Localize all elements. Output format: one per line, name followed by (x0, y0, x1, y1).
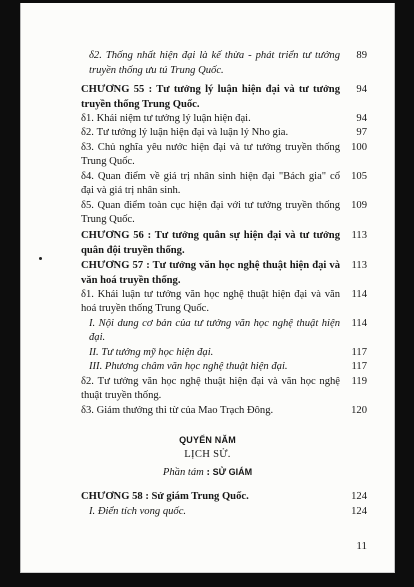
toc-entry-title (89, 317, 340, 346)
toc-entry-text-line: δ3. Giám thưởng thi từ của Mao Trạch Đông. (81, 404, 274, 416)
toc-entry-text-line: truyền thống Trung Quốc. (81, 98, 200, 110)
part-title: SỬ GIÁM (212, 467, 253, 477)
toc-entry-text-line: CHƯƠNG 56 : Tư tưởng quân sự hiện đại và tư tưởng (81, 229, 340, 241)
toc-page-number: 105 (351, 170, 367, 182)
toc-entry-text-line: hoá truyền thống Trung Quốc. (81, 303, 210, 314)
toc-chapter-entry (20, 228, 395, 258)
toc-section-entry (20, 288, 395, 317)
toc-entry-text-line: đại. (89, 332, 106, 343)
toc-entry-text-line: truyền thống ưu tú Trung Quốc. (89, 64, 224, 76)
toc-entry-text-line: đại và giá trị nhân sinh. (81, 185, 181, 196)
toc-entry-text-line: văn hoá truyền thống. (81, 274, 181, 286)
toc-chapter-entry (20, 258, 395, 288)
toc-entry-title (81, 82, 340, 112)
toc-entry-title (89, 346, 340, 361)
toc-page-number: 113 (351, 229, 367, 241)
page-number: 11 (356, 540, 367, 552)
toc-entry-text-line: δ1. Khái niệm tư tưởng lý luận hiện đại. (81, 112, 251, 124)
toc-entry-title (81, 112, 340, 127)
toc-entry-text-line: III. Phương châm văn học nghệ thuật hiện đại. (89, 361, 288, 372)
part-heading (20, 465, 395, 480)
volume-heading: QUYỂN NĂM (179, 435, 236, 445)
toc-section-entry (20, 199, 395, 228)
toc-entry-text-line: δ2. Tư tưởng lý luận hiện đại và luận lý Nho gia. (81, 127, 289, 138)
toc-entry-text-line: δ3. Chủ nghĩa yêu nước hiện đại và tư tưởng truyền thống (81, 141, 340, 153)
toc-entry-title (81, 489, 340, 504)
toc-page-number: 119 (351, 375, 367, 387)
toc-entry-text-line: δ2. Tư tưởng văn học nghệ thuật hiện đại và văn học nghệ (81, 375, 340, 387)
toc-page-number: 117 (351, 346, 367, 358)
toc-section-entry (20, 141, 395, 170)
toc-page-number: 117 (351, 361, 367, 372)
toc-entry-text-line: CHƯƠNG 58 : Sử giám Trung Quốc. (81, 490, 249, 502)
toc-page-number: 89 (356, 50, 367, 61)
part-label: Phần tám (162, 467, 204, 478)
toc-subsection-entry (20, 317, 395, 346)
toc-subsection-entry (20, 505, 395, 520)
toc-section-entry (20, 112, 395, 127)
toc-section-entry (20, 375, 395, 404)
volume-title: LỊCH SỬ. (184, 449, 231, 460)
toc-entry-title (89, 360, 340, 375)
toc-entry-title (81, 126, 340, 141)
toc-subsection-entry (20, 360, 395, 375)
toc-entry-text-line: Trung Quốc. (81, 156, 135, 167)
toc-entry-title (81, 288, 340, 317)
toc-entry-title (89, 49, 340, 78)
toc-entry-title (81, 141, 340, 170)
toc-entry-text-line: δ2. Thống nhất hiện đại là kế thừa - phát triển tư tưởng (89, 50, 340, 61)
toc-section-entry (20, 404, 395, 419)
toc-entry-title (81, 375, 340, 404)
toc-entry-title (81, 199, 340, 228)
table-of-contents (20, 49, 395, 418)
toc-entry-text-line: I. Điển tích vong quốc. (89, 505, 187, 517)
table-of-contents-continued (20, 489, 395, 520)
toc-entry-title (81, 228, 340, 258)
toc-entry-text-line: I. Nội dung cơ bản của tư tưởng văn học nghệ thuật hiện (89, 317, 340, 329)
toc-entry-text-line: CHƯƠNG 57 : Tư tưởng văn học nghệ thuật hiện đại và (81, 259, 340, 271)
toc-entry-text-line: δ5. Quan điểm toàn cục hiện đại với tư tưởng truyền thống (81, 199, 340, 211)
toc-page-number: 109 (351, 199, 367, 211)
book-page (20, 3, 395, 573)
toc-page-number: 124 (351, 490, 367, 502)
toc-page-number: 114 (351, 317, 367, 329)
toc-chapter-entry (20, 82, 395, 112)
toc-entry-title (81, 404, 340, 419)
toc-section-entry (20, 126, 395, 141)
toc-entry-title (81, 258, 340, 288)
toc-page-number: 120 (351, 404, 367, 416)
toc-entry-text-line: thuật truyền thống. (81, 390, 162, 401)
toc-section-entry (20, 170, 395, 199)
toc-page-number: 94 (356, 112, 367, 124)
toc-page-number: 124 (351, 505, 367, 517)
toc-page-number: 113 (351, 259, 367, 271)
toc-page-number: 100 (351, 141, 367, 153)
toc-page-number: 114 (351, 288, 367, 300)
toc-entry-text-line: CHƯƠNG 55 : Tư tưởng lý luận hiện đại và tư tưởng (81, 83, 340, 95)
toc-entry-text-line: II. Tư tưởng mỹ học hiện đại. (89, 346, 214, 358)
toc-entry-title (89, 505, 340, 520)
part-separator: : (206, 467, 210, 478)
toc-entry-text-line: Trung Quốc. (81, 214, 135, 225)
toc-chapter-entry (20, 489, 395, 504)
toc-page-number: 97 (356, 127, 367, 138)
toc-entry-text-line: δ4. Quan điểm về giá trị nhân sinh hiện đại "Bách gia" cổ (81, 170, 340, 182)
toc-entry-title (81, 170, 340, 199)
toc-subsection-entry (20, 49, 395, 78)
toc-entry-text-line: δ1. Khái luận tư tưởng văn học nghệ thuật hiện đại và văn (81, 288, 340, 300)
toc-page-number: 94 (356, 83, 367, 95)
toc-subsection-entry (20, 346, 395, 361)
toc-entry-text-line: quân đội truyền thống. (81, 244, 185, 256)
